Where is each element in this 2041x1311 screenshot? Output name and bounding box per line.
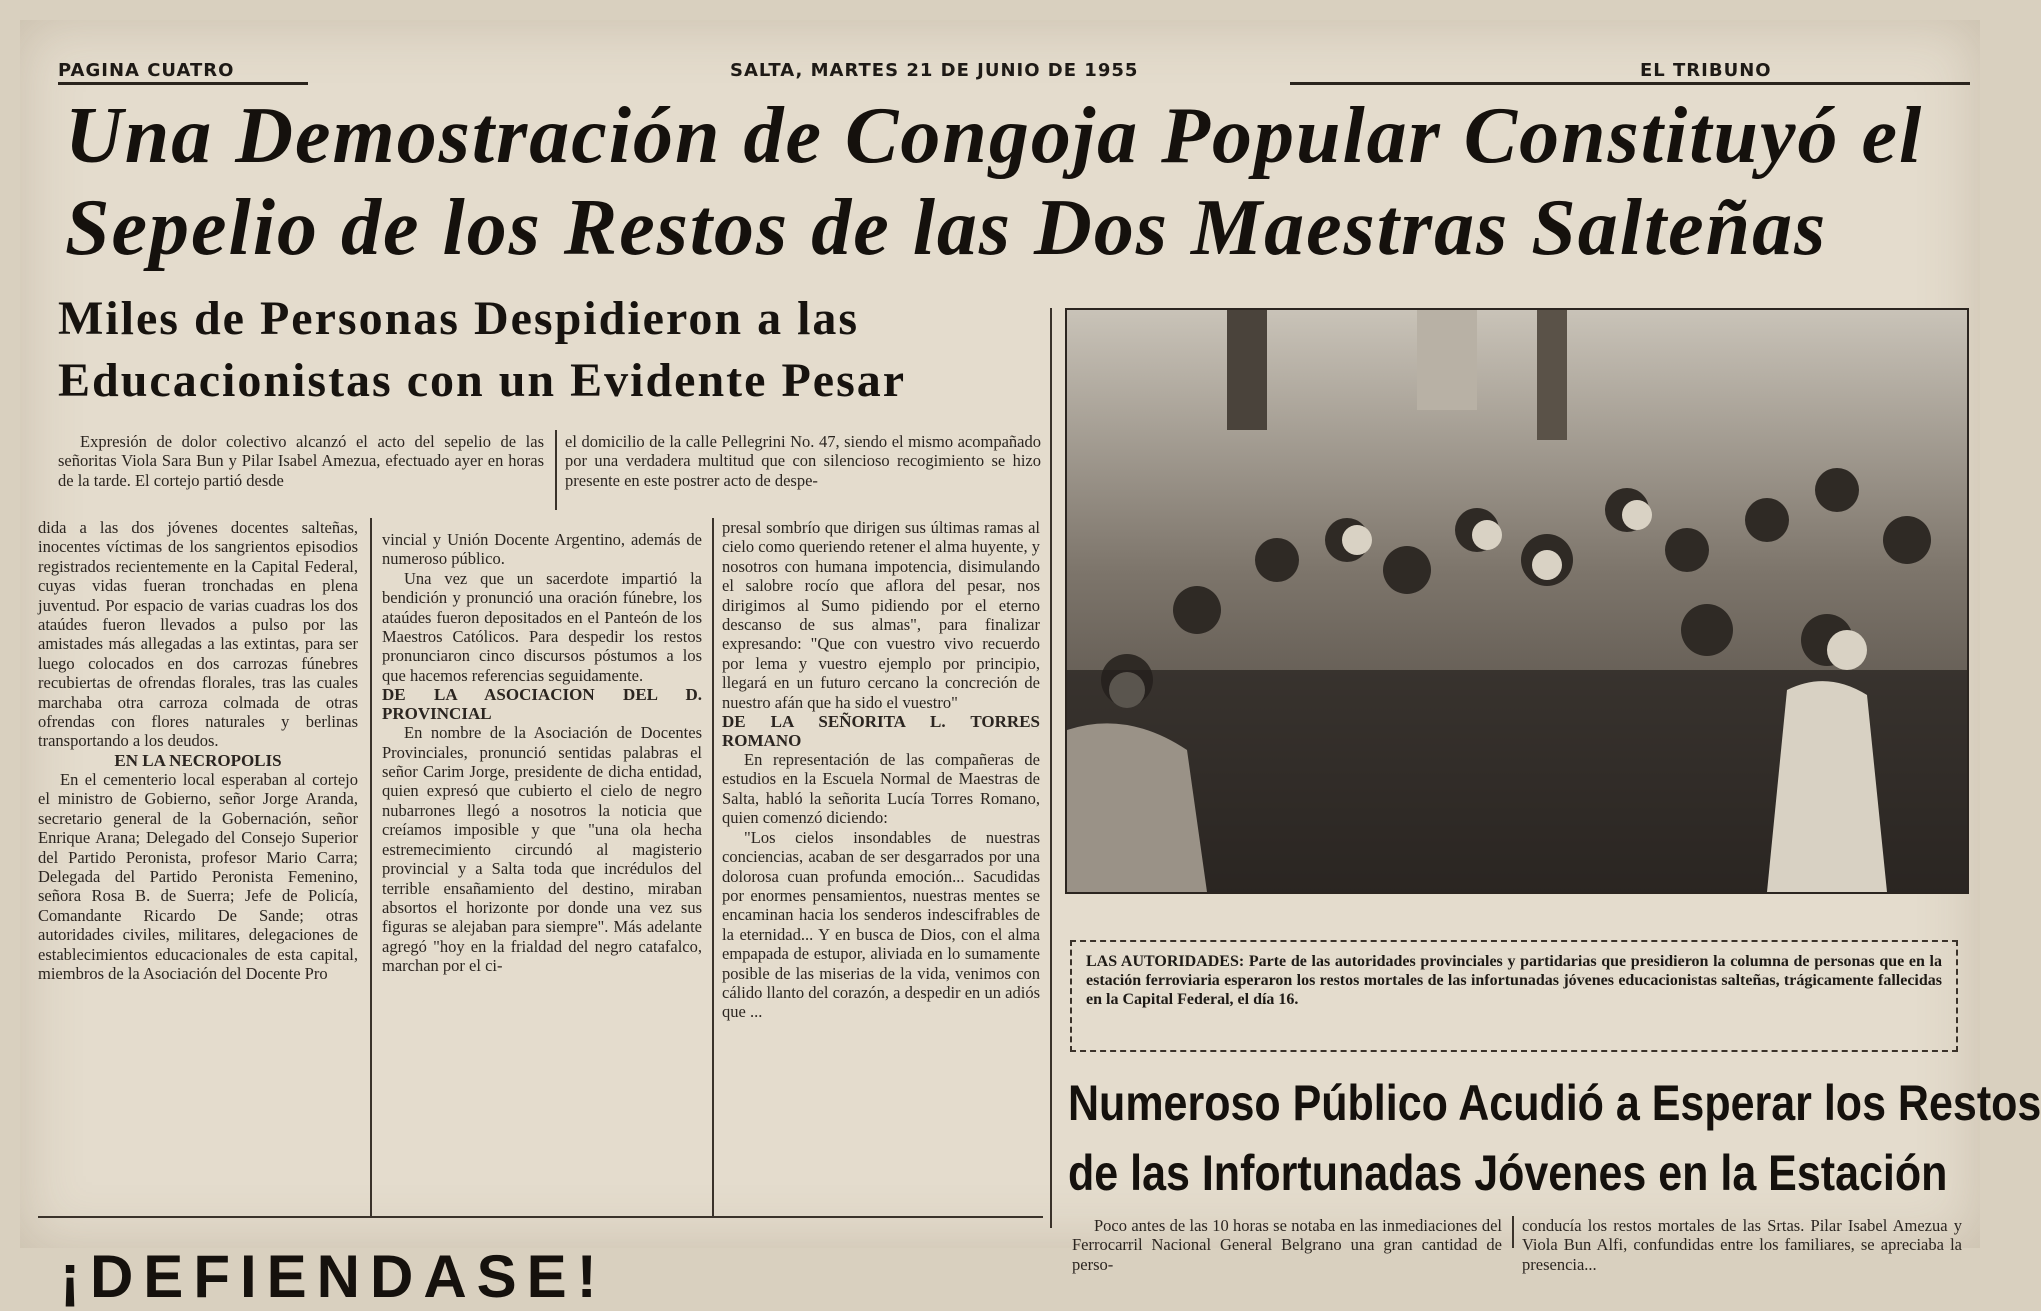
header-rule-left <box>58 82 308 85</box>
second-headline-line1: Numeroso Público Acudió a Esperar los Restos <box>1068 1075 2041 1131</box>
column-divider-2 <box>712 518 714 1218</box>
column-3 <box>722 518 1040 1218</box>
col3-paragraph-3: "Los cielos insondables de nuestras conciencias, acaban de ser desgarrados por una dolorosa cuan profunda emoción... Sacudidas por enormes pensamientos, nuestras mentes se encaminan hacia los senderos indescifrables de la eternidad... Y en busca de Dios, con el alma empapada de estupor, aliviada en lo sumamente posible de las miserias de la vida, venimos con cálido llanto del corazón, a despedir en un adiós que ... <box>722 827 1040 1022</box>
second-story-right-text: conducía los restos mortales de las Srtas. Pilar Isabel Amezua y Viola Bun Alfi, confundidas entre los familiares, se apreciaba la presencia... <box>1522 1216 1962 1274</box>
col2-paragraph-1: vincial y Unión Docente Argentino, además de numeroso público. <box>382 530 702 569</box>
newspaper-page <box>20 20 2041 1310</box>
second-headline-line2: de las Infortunadas Jóvenes en la Estación <box>1068 1145 1948 1201</box>
col1-subhead: EN LA NECROPOLIS <box>114 750 282 770</box>
column-divider-3 <box>1050 308 1052 1228</box>
crowd-photo <box>1065 308 1969 894</box>
lead-divider <box>555 430 557 510</box>
page-label: PAGINA CUATRO <box>58 60 235 81</box>
column-divider-1 <box>370 518 372 1218</box>
col2-subhead: DE LA ASOCIACION DEL D. PROVINCIAL <box>382 685 702 724</box>
second-story-divider <box>1512 1216 1514 1248</box>
second-story-right <box>1522 1216 1962 1274</box>
sub-headline-line1: Miles de Personas Despidieron a las <box>58 292 860 345</box>
col2-paragraph-3: En nombre de la Asociación de Docentes Provinciales, pronunció sentidas palabras el señor Carim Jorge, presidente de dicha entidad, quien expresó que cubierto el cielo de negro nubarrones llegó a nosotros la noticia que creíamos imposible y que "una ola hecha estremecimiento circundó al magisterio provincial y a Salta toda que incrédulos del terrible ensañamiento del destino, miraban absortos el horizonte por donde una vez sus figuras se alejaban para siempre". Más adelante agregó "hoy en la frialdad del negro catafalco, marchan por el ci- <box>382 723 702 976</box>
header-rule-right <box>1290 82 1970 85</box>
lead-right <box>565 432 1041 512</box>
lead-left-text: Expresión de dolor colectivo alcanzó el acto del sepelio de las señoritas Viola Sara Bun y Pilar Isabel Amezua, efectuado ayer en horas de la tarde. El cortejo partió desde <box>58 432 544 490</box>
col1-paragraph-1: dida a las dos jóvenes docentes salteñas, inocentes víctimas de los sangrientos episodios registrados recientemente en la Capital Federal, cuyas vidas fueran tronchadas en plena juventud. Por espacio de varias cuadras los dos ataúdes fueron llevados a pulso por las amistades más allegadas a las extintas, para ser luego colocados en dos carrozas fúnebres recubiertas de ofrendas florales, tras las cuales marchaba otra carroza colmada de otras ofrendas con flores naturales y berlinas transportando a los deudos. <box>38 518 358 751</box>
col2-paragraph-2: Una vez que un sacerdote impartió la bendición y pronunció una oración fúnebre, los ataúdes fueron depositados en el Panteón de los Maestros Católicos. Para despedir los restos pronunciaron cinco discursos póstumos a los que hacemos referencias seguidamente. <box>382 568 702 685</box>
dateline: SALTA, MARTES 21 DE JUNIO DE 1955 <box>730 60 1139 81</box>
second-story-left-text: Poco antes de las 10 horas se notaba en las inmediaciones del Ferrocarril Nacional General Belgrano una gran cantidad de perso- <box>1072 1216 1502 1274</box>
paper-name: EL TRIBUNO <box>1640 60 1772 81</box>
lead-left <box>58 432 544 512</box>
photo-caption: LAS AUTORIDADES: Parte de las autoridades provinciales y partidarias que presidieron la columna de personas que en la estación ferroviaria esperaron los restos mortales de las infortunadas jóvenes educacionistas salteñas, trágicamente fallecidas en la Capital Federal, el día 16. <box>1070 940 1958 1052</box>
lead-right-text: el domicilio de la calle Pellegrini No. 47, siendo el mismo acompañado por una verdadera multitud que con silencioso recogimiento se hizo presente en este postrer acto de despe- <box>565 432 1041 490</box>
sub-headline-line2: Educacionistas con un Evidente Pesar <box>58 354 907 407</box>
main-headline-line1: Una Demostración de Congoja Popular Constituyó el <box>65 92 1924 180</box>
column-1 <box>38 518 358 1208</box>
second-story-left <box>1072 1216 1502 1274</box>
col1-paragraph-2: En el cementerio local esperaban al cortejo el ministro de Gobierno, señor Jorge Aranda, secretario general de la Gobernación, señor Enrique Arana; Delegado del Consejo Superior del Partido Peronista, profesor Mario Carra; Delegada del Partido Peronista Femenino, señora Rosa B. de Suerra; Jefe de Policía, Comandante Ricardo De Sande; otras autoridades civiles, militares, delegaciones de establecimientos educacionales de esta capital, miembros de la Asociación del Docente Pro <box>38 769 358 983</box>
col3-paragraph-2: En representación de las compañeras de estudios en la Escuela Normal de Maestras de Salta, habló la señorita Lucía Torres Romano, quien comenzó diciendo: <box>722 750 1040 828</box>
bottom-rule <box>38 1216 1043 1218</box>
column-2 <box>382 530 702 1210</box>
bottom-banner: ¡DEFIENDASE! <box>60 1243 607 1310</box>
col3-paragraph-1: presal sombrío que dirigen sus últimas ramas al cielo como queriendo retener el alma huyente, y nosotros con humana impotencia, disimulando el salobre rocío que aflora del pesar, nos dirigimos al Sumo pidiendo por el eterno descanso de sus almas", para finalizar expresando: "Que con vuestro vivo recuerdo por lema y vuestro ejemplo por principio, llegará en un futuro cercano la concreción de nuestro afán que ha sido el vuestro" <box>722 518 1040 712</box>
crowd-photo-image <box>1067 310 1967 892</box>
main-headline-line2: Sepelio de los Restos de las Dos Maestras Salteñas <box>65 184 1828 272</box>
col3-subhead: DE LA SEÑORITA L. TORRES ROMANO <box>722 712 1040 751</box>
